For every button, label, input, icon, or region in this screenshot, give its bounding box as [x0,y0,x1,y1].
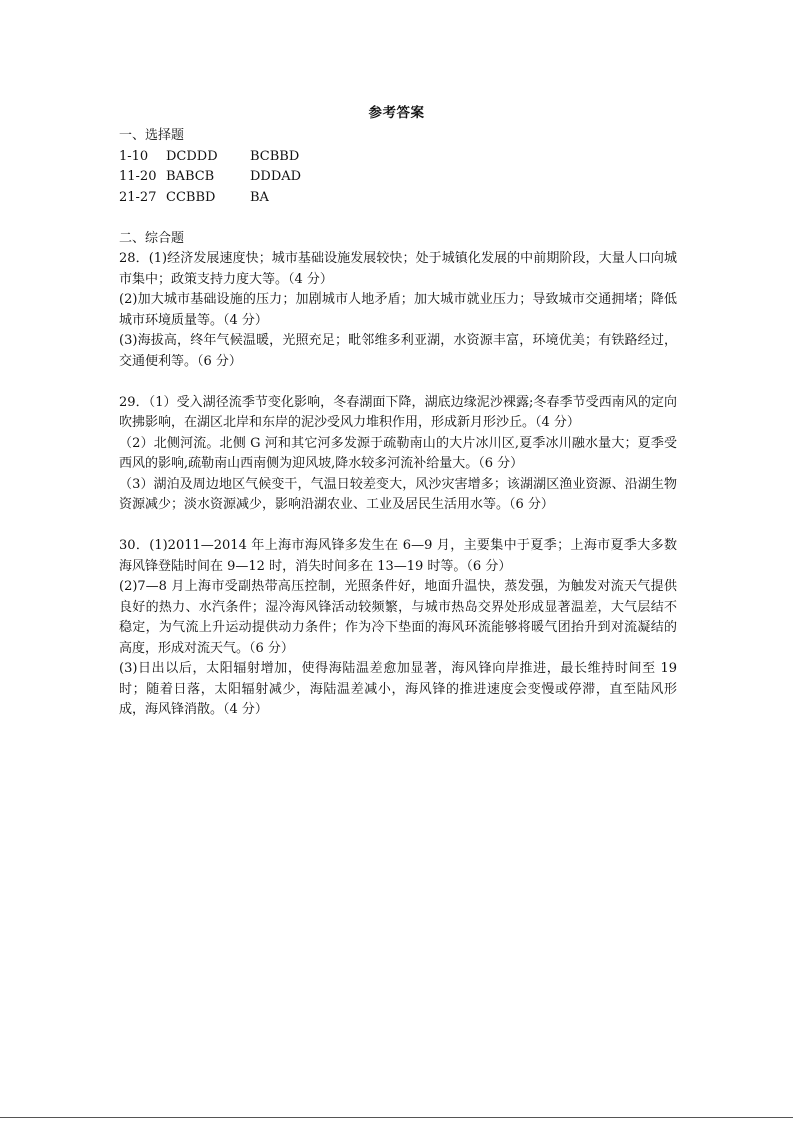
q29-part2: （2）北侧河流。北侧 G 河和其它河多发源于疏勒南山的大片冰川区,夏季冰川融水量大；夏季受西风的影响,疏勒南山西南侧为迎风坡,降水较多河流补给量大。（6 分） [119,435,677,471]
choice-answers-b: BCBBD [250,148,300,164]
section-heading-choice: 一、选择题 [119,128,185,143]
choice-answers-a: BABCB [166,169,215,184]
q29-part3: （3）湖泊及周边地区气候变干，气温日较差变大，风沙灾害增多；该湖湖区渔业资源、沿湖生物资源减少；淡水资源减少，影响沿湖农业、工业及居民生活用水等。（6 分） [119,476,677,512]
choice-answers-b: BA [250,189,269,205]
choice-range: 11-20 [119,169,157,184]
spacer [119,516,677,537]
q28-part1: 28．(1)经济发展速度快；城市基础设施发展较快；处于城镇化发展的中前期阶段，大量人口向城市集中；政策支持力度大等。（4 分） [119,251,677,287]
spacer [119,372,677,393]
choice-range: 1-10 [119,148,149,164]
q28-part3: (3)海拔高，终年气候温暖，光照充足；毗邻维多利亚湖，水资源丰富，环境优美；有铁路经过，交通便利等。（6 分） [119,333,677,369]
q30-part1: 30．(1)2011—2014 年上海市海风锋多发生在 6—9 月，主要集中于夏季；上海市夏季大多数海风锋登陆时间在 9—12 时，消失时间多在 13—19 时等。（6 分） [119,538,677,574]
choice-row [119,188,677,209]
answer-content [119,126,677,721]
choice-range: 21-27 [119,189,157,205]
page-bottom-rule [0,1117,793,1118]
choice-answers-a: CCBBD [166,189,216,205]
q30-part2: (2)7—8 月上海市受副热带高压控制，光照条件好，地面升温快，蒸发强，为触发对流天气提供良好的热力、水汽条件；湿冷海风锋活动较频繁，与城市热岛交界处形成显著温差，大气层结不稳定，为气流上升运动提供动力条件；作为冷下垫面的海风环流能够将暖气团抬升到对流凝结的高度，形成对流天气。（6 分） [119,579,677,656]
choice-answers-b: DDDAD [250,169,302,184]
choice-row [119,147,677,168]
q28-part2: (2)加大城市基础设施的压力；加剧城市人地矛盾；加大城市就业压力；导致城市交通拥堵；降低城市环境质量等。（4 分） [119,292,677,328]
q29-part1: 29．（1）受入湖径流季节变化影响，冬春湖面下降，湖底边缘泥沙裸露;冬春季节受西南风的定向吹拂影响，在湖区北岸和东岸的泥沙受风力堆积作用，形成新月形沙丘。（4 分） [119,394,677,430]
page-title: 参考答案 [368,105,425,121]
q30-part3: (3)日出以后，太阳辐射增加，使得海陆温差愈加显著，海风锋向岸推进，最长维持时间至 19 时；随着日落，太阳辐射减少，海陆温差减小，海风锋的推进速度会变慢或停滞，直至陆风形成，海风锋消散。（4 分） [119,661,677,717]
section-heading-comprehensive: 二、综合题 [119,230,185,246]
choice-row [119,167,677,188]
spacer [119,208,677,229]
choice-answers-a: DCDDD [166,148,218,164]
